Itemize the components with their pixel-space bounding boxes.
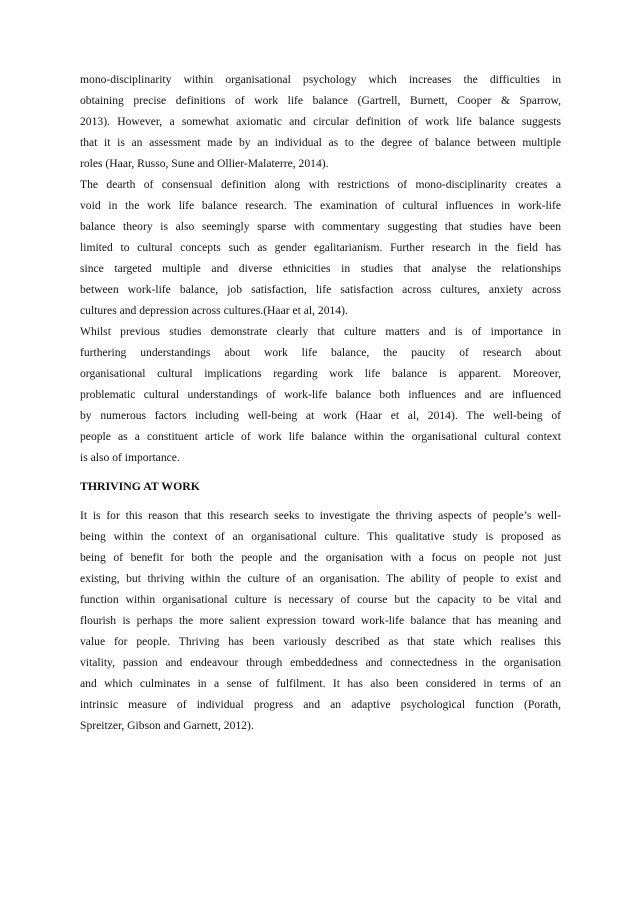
text-line: flourish is perhaps the more salient expression toward work-life balance that has meaning and xyxy=(80,614,561,627)
paragraph-2 xyxy=(80,174,561,321)
text-line: being within the context of an organisational culture. This qualitative study is proposed as xyxy=(80,530,561,543)
text-line: since targeted multiple and diverse ethnicities in studies that analyse the relationships xyxy=(80,262,561,275)
section-heading: THRIVING AT WORK xyxy=(80,479,200,493)
text-line: Spreitzer, Gibson and Garnett, 2012). xyxy=(80,719,254,732)
text-line: by numerous factors including well-being at work (Haar et al, 2014). The well-being of xyxy=(80,409,561,422)
text-line: 2013). However, a somewhat axiomatic and circular definition of work life balance suggests xyxy=(80,115,561,128)
text-line: furthering understandings about work life balance, the paucity of research about xyxy=(80,346,561,359)
text-line: vitality, passion and endeavour through embeddedness and connectedness in the organisation xyxy=(80,656,561,669)
text-line: The dearth of consensual definition along with restrictions of mono-disciplinarity creates a xyxy=(80,178,561,191)
text-line: function within organisational culture is necessary of course but the capacity to be vital and xyxy=(80,593,561,606)
text-line: people as a constituent article of work life balance within the organisational cultural context xyxy=(80,430,561,443)
spacer xyxy=(80,497,561,505)
text-line: roles (Haar, Russo, Sune and Ollier-Malaterre, 2014). xyxy=(80,157,329,170)
text-line: that it is an assessment made by an individual as to the degree of balance between multiple xyxy=(80,136,561,149)
text-line: organisational cultural implications regarding work life balance is apparent. Moreover, xyxy=(80,367,561,380)
text-line: limited to cultural concepts such as gender egalitarianism. Further research in the field has xyxy=(80,241,561,254)
paragraph-4 xyxy=(80,505,561,736)
text-line: void in the work life balance research. The examination of cultural influences in work-life xyxy=(80,199,561,212)
text-line: is also of importance. xyxy=(80,451,180,464)
text-line: It is for this reason that this research seeks to investigate the thriving aspects of people’s well- xyxy=(80,509,561,522)
text-line: value for people. Thriving has been variously described as that state which realises this xyxy=(80,635,561,648)
text-line: intrinsic measure of individual progress and an adaptive psychological function (Porath, xyxy=(80,698,561,711)
spacer xyxy=(80,468,561,476)
text-line: and which culminates in a sense of fulfilment. It has also been considered in terms of an xyxy=(80,677,561,690)
text-line: obtaining precise definitions of work life balance (Gartrell, Burnett, Cooper & Sparrow, xyxy=(80,94,561,107)
text-line: problematic cultural understandings of work-life balance both influences and are influenced xyxy=(80,388,561,401)
text-line: existing, but thriving within the culture of an organisation. The ability of people to exist and xyxy=(80,572,561,585)
text-line: being of benefit for both the people and the organisation with a focus on people not just xyxy=(80,551,561,564)
paragraph-3 xyxy=(80,321,561,468)
text-line: cultures and depression across cultures.(Haar et al, 2014). xyxy=(80,304,348,317)
document-body xyxy=(80,69,561,736)
text-line: balance theory is also seemingly sparse with commentary suggesting that studies have been xyxy=(80,220,561,233)
text-line: mono-disciplinarity within organisational psychology which increases the difficulties in xyxy=(80,73,561,86)
paragraph-1 xyxy=(80,69,561,174)
text-line: Whilst previous studies demonstrate clearly that culture matters and is of importance in xyxy=(80,325,561,338)
text-line: between work-life balance, job satisfaction, life satisfaction across cultures, anxiety across xyxy=(80,283,561,296)
